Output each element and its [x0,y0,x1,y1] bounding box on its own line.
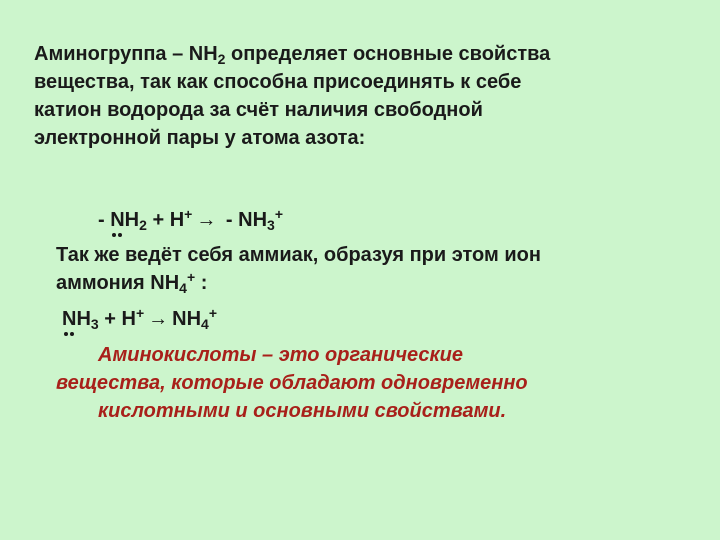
reaction-arrow: → [196,209,217,231]
definition-line-1: Аминокислоты – это органические [98,344,463,366]
reaction-arrow: → [148,308,169,330]
intro-paragraph [34,40,684,152]
definition-line-3: кислотными и основными свойствами. [98,400,507,422]
definition-line-2: вещества, которые обладают одновременно [56,372,528,394]
ammonia-line-1: Так же ведёт себя аммиак, образуя при этом ион [56,244,541,266]
equation-amino-group: - $NH_2 + H^+$ → - $NH_3^+$ [98,206,284,233]
intro-line-2: вещества, так как способна присоединять к себе [34,71,522,93]
equation-ammonia: $NH_3 + H^+ \to NH_4^+$ [62,305,218,332]
intro-line-4: электронной пары у атома азота: [34,127,366,149]
lone-pair-dots: N [110,209,125,231]
intro-line-3: катион водорода за счёт наличия свободной [34,99,483,121]
lone-pair-dots: N [62,308,77,330]
ammonia-line-2: аммония $NH_4^+$ : [56,269,208,296]
intro-line-1: Аминогруппа – $NH_2$ определяет основные свойства [34,43,551,67]
